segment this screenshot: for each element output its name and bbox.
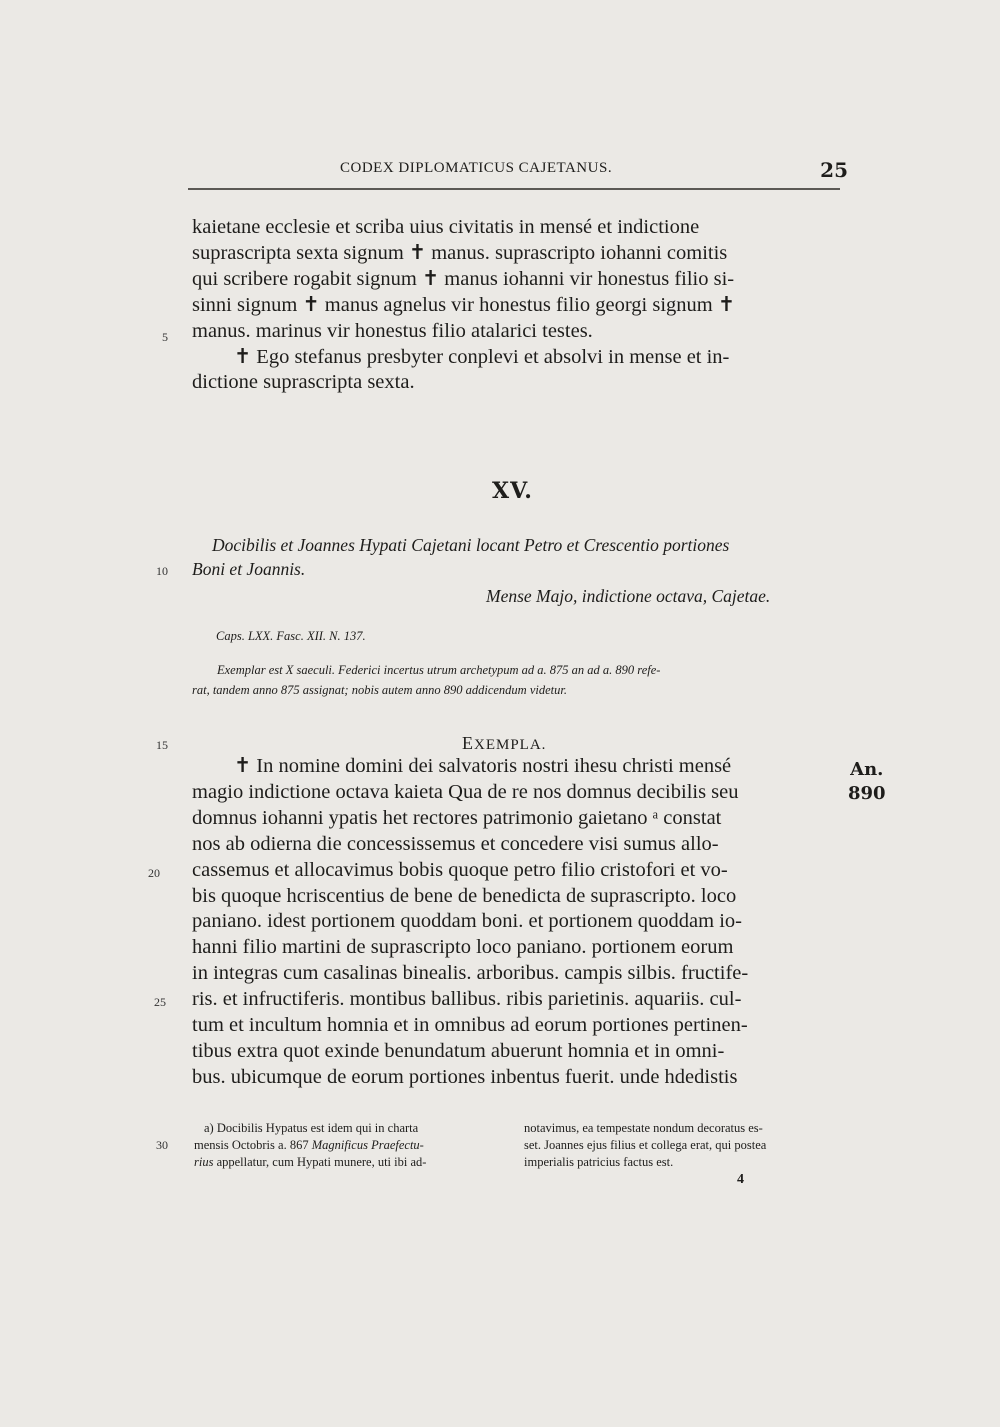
running-head [190,158,848,184]
note-line: rat, tandem anno 875 assignat; nobis autem anno 890 addicendum videtur. [192,683,567,697]
text-line: tibus extra quot exinde benundatum abuerunt homnia et in omni- [192,1039,725,1062]
footnote-left [194,1120,499,1171]
footnote-text: mensis Octobris a. 867 [194,1138,312,1152]
line-number: 30 [156,1138,168,1152]
rubric-date: Mense Majo, indictione octava, Cajetae. [486,586,771,606]
text-line: manus. marinus vir honestus filio atalarici testes. [192,319,593,342]
line-number: 15 [156,738,168,752]
footnote-line: notavimus, ea tempestate nondum decoratus es- [524,1121,763,1135]
text-line: tum et incultum homnia et in omnibus ad eorum portiones pertinen- [192,1014,748,1037]
rubric-line: Boni et Joannis. [192,559,306,579]
footnote-right [524,1120,844,1171]
document-rubric [192,533,840,581]
footnote-line [194,1137,499,1154]
footnote-line: set. Joannes ejus filius et collega erat, qui postea [524,1138,767,1152]
text-line: qui scribere rogabit signum ✝ manus iohanni vir honestus filio si- [192,267,735,290]
text-line: nos ab odierna die concessissemus et concedere visi sumus allo- [192,832,719,855]
line-number: 10 [156,564,168,578]
signature-mark: 4 [737,1172,744,1187]
footnote-italic: rius [194,1155,214,1169]
text-line: bus. ubicumque de eorum portiones inbentus fuerit. unde hdedistis [192,1065,738,1088]
text-line: ris. et infructiferis. montibus ballibus. ribis parietinis. aquariis. cul- [192,988,742,1011]
running-title: CODEX DIPLOMATICUS CAJETANUS. [340,160,613,176]
text-line: cassemus et allocavimus bobis quoque petro filio cristofori et vo- [192,858,728,881]
footnote-italic: Magnificus Praefectu- [311,1138,424,1152]
footnote-line: a) Docibilis Hypatus est idem qui in charta [204,1121,419,1135]
line-number: 25 [154,995,166,1009]
text-line: dictione suprascripta sexta. [192,371,415,394]
header-rule [188,188,840,190]
editorial-note [192,660,840,700]
margin-year-value: 890 [848,783,886,804]
charter-text-block [192,754,840,1091]
footnote-text: appellatur, cum Hypati munere, uti ibi ad- [213,1155,427,1169]
page-number: 25 [820,158,848,182]
footnote-line: imperialis patricius factus est. [524,1155,674,1169]
text-line: bis quoque hcriscentius de bene de benedicta de suprascripto. loco [192,884,737,907]
text-line: sinni signum ✝ manus agnelus vir honestus filio georgi signum ✝ [192,293,736,316]
continued-text-block [192,215,840,396]
note-line: Exemplar est X saeculi. Federici incertus utrum archetypum ad a. 875 an ad a. 890 refe- [217,663,661,677]
margin-year-label: An. [850,759,884,780]
text-line: magio indictione octava kaieta Qua de re nos domnus decibilis seu [192,780,739,803]
archive-shelfmark: Caps. LXX. Fasc. XII. N. 137. [216,629,366,643]
section-number: XV. [492,478,533,504]
exempla-rest: XEMPLA. [474,737,547,753]
text-line: ✝ In nomine domini dei salvatoris nostri ihesu christi mensé [234,755,732,777]
footnote-line [194,1154,499,1171]
exempla-heading [462,733,546,754]
text-line: suprascripta sexta signum ✝ manus. suprascripto iohanni comitis [192,241,728,264]
text-line: kaietane ecclesie et scriba uius civitatis in mensé et indictione [192,216,700,238]
text-line: hanni filio martini de suprascripto loco paniano. portionem eorum [192,936,734,959]
text-line: in integras cum casalinas binealis. arboribus. campis silbis. fructife- [192,962,749,985]
exempla-initial: E [462,733,474,753]
line-number: 5 [162,330,168,344]
text-line: paniano. idest portionem quoddam boni. et portionem quoddam io- [192,910,742,933]
rubric-line: Docibilis et Joannes Hypati Cajetani locant Petro et Crescentio portiones [212,535,730,555]
line-number: 20 [148,866,160,880]
text-line: domnus iohanni ypatis het rectores patrimonio gaietano ᵃ constat [192,806,722,829]
text-line: ✝ Ego stefanus presbyter conplevi et absolvi in mense et in- [234,345,730,368]
margin-year [848,758,886,806]
